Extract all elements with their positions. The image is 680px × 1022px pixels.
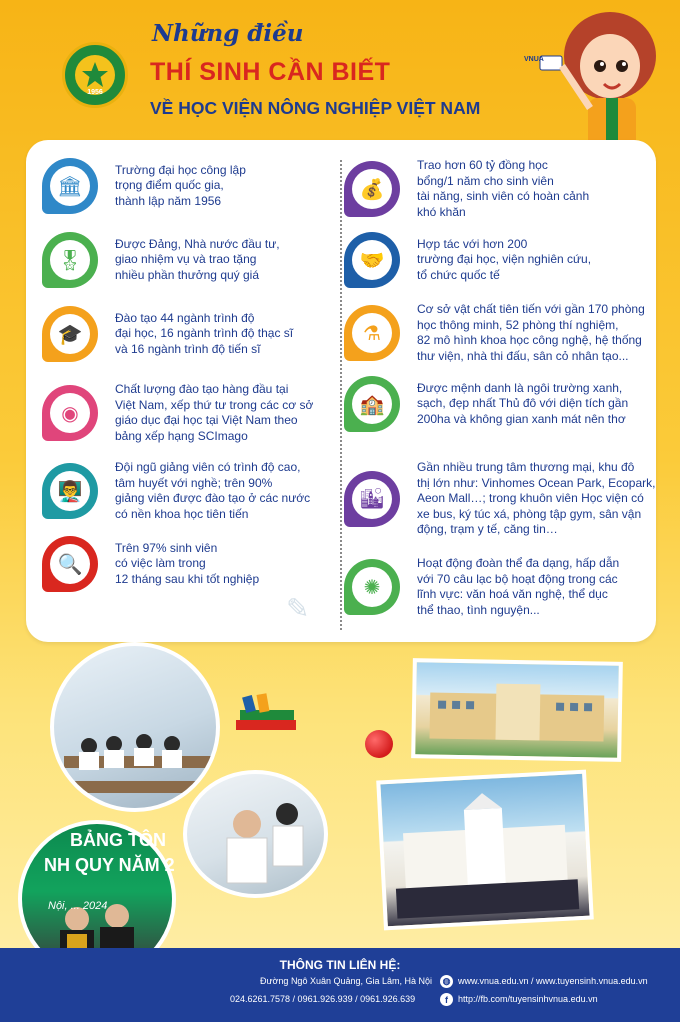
books-icon (232, 690, 302, 740)
fact-text: Đội ngũ giảng viên có trình độ cao, tâm huyết với nghề; trên 90% giảng viên được đào tạo ở các nước có nền khoa học tiên tiến (115, 460, 311, 521)
main-hall-photo (376, 770, 594, 931)
column-divider (340, 160, 342, 630)
globe-icon: ◍ (440, 975, 453, 988)
fact-item (344, 376, 628, 432)
fact-text: Chất lượng đào tạo hàng đầu tại Việt Nam, xếp thứ tư trong các cơ sở giáo dục đại học tại Việt Nam theo bảng xếp hạng SCImago (115, 382, 314, 443)
lecturer-icon: 👨‍🏫 (42, 463, 98, 519)
graduate-icon: 🎓 (42, 306, 98, 362)
facebook-icon: f (440, 993, 453, 1006)
green-campus-icon: 🏫 (344, 376, 400, 432)
contact-title: THÔNG TIN LIÊN HỆ: (279, 958, 401, 972)
school-building-icon: 🏛 (42, 158, 98, 214)
logo-year: 1956 (87, 89, 103, 96)
header-main-title: THÍ SINH CẦN BIẾT (150, 58, 391, 86)
fact-item (42, 232, 280, 288)
campus-building-photo (411, 658, 623, 762)
fact-item (42, 382, 313, 444)
fact-text: Cơ sở vật chất tiên tiến với gần 170 phòng học thông minh, 52 phòng thí nghiệm, 82 mô hình khoa học công nghệ, hệ thống thư viện, nhà thi đấu, sân cỏ nhân tạo... (417, 302, 645, 363)
fact-item (42, 536, 259, 592)
contact-phones: 024.6261.7578 / 0961.926.939 / 0961.926.639 (230, 994, 416, 1004)
laboratory-photo (183, 770, 328, 898)
fact-item (42, 158, 246, 214)
fact-item (344, 302, 645, 364)
globe-handshake-icon: 🤝 (344, 232, 400, 288)
grad-banner-line2: NH QUY NĂM 2 (44, 855, 175, 875)
medals-icon: 🎖 (42, 232, 98, 288)
fact-item (344, 460, 655, 538)
mascot-sign-text: VNUA (524, 56, 544, 63)
fact-text: Đào tạo 44 ngành trình độ đại học, 16 ngành trình độ thạc sĩ và 16 ngành trình độ tiến sĩ (115, 310, 294, 356)
fact-text: Trao hơn 60 tỷ đồng học bổng/1 năm cho sinh viên tài năng, sinh viên có hoàn cảnh khó khăn (417, 158, 590, 219)
contact-websites[interactable]: www.vnua.edu.vn / www.tuyensinh.vnua.edu.vn (458, 976, 648, 986)
fact-text: Trường đại học công lập trọng điểm quốc gia, thành lập năm 1956 (115, 162, 246, 208)
jobs-icon: 🔍 (42, 536, 98, 592)
city-buildings-icon: 🏙 (344, 471, 400, 527)
grad-banner-line1: BẢNG TÔN (70, 830, 166, 850)
money-bag-icon: 💰 (344, 161, 400, 217)
academy-logo (62, 42, 128, 108)
header-subtitle: VỀ HỌC VIỆN NÔNG NGHIỆP VIỆT NAM (150, 98, 481, 118)
fact-item (344, 158, 589, 220)
fact-item (42, 460, 310, 522)
fact-item (344, 232, 591, 288)
fact-text: Được mệnh danh là ngôi trường xanh, sạch, đẹp nhất Thủ đô với diện tích gần 200ha và không gian xanh mát nên thơ (417, 380, 629, 426)
fact-text: Được Đảng, Nhà nước đầu tư, giao nhiệm vụ và trao tặng nhiều phần thưởng quý giá (115, 236, 280, 282)
fact-text: Hợp tác với hơn 200 trường đại học, viện nghiên cứu, tổ chức quốc tế (417, 236, 592, 282)
red-ball-icon (365, 730, 393, 758)
header-script-title: Những điều (152, 20, 304, 47)
lab-flask-icon: ⚗ (344, 305, 400, 361)
contact-facebook[interactable]: http://fb.com/tuyensinhvnua.edu.vn (458, 994, 598, 1004)
fact-item (344, 556, 619, 618)
community-circle-icon: ✺ (344, 559, 400, 615)
grad-banner-line3: Nội, ... 2024 (48, 900, 108, 912)
pencil-doodle-icon: ✎ (286, 593, 310, 624)
fact-text: Hoạt động đoàn thể đa dạng, hấp dẫn với 70 câu lạc bộ hoạt động trong các lĩnh vực: văn hoá văn nghệ, thể dục thể thao, tình nguyện... (417, 556, 620, 617)
fact-text: Gần nhiều trung tâm thương mại, khu đô thị lớn như: Vinhomes Ocean Park, Ecopark, Aeon Mall…; trong khuôn viên Học viện có xe bus, ký túc xá, phòng tập gym, sân vận động, trạm y tế, căng tin… (417, 460, 656, 536)
ranking-logo-icon: ◉ (42, 385, 98, 441)
contact-address: Đường Ngô Xuân Quảng, Gia Lâm, Hà Nội (260, 976, 433, 986)
fact-item (42, 306, 293, 362)
fact-text: Trên 97% sinh viên có việc làm trong 12 tháng sau khi tốt nghiệp (115, 540, 260, 586)
